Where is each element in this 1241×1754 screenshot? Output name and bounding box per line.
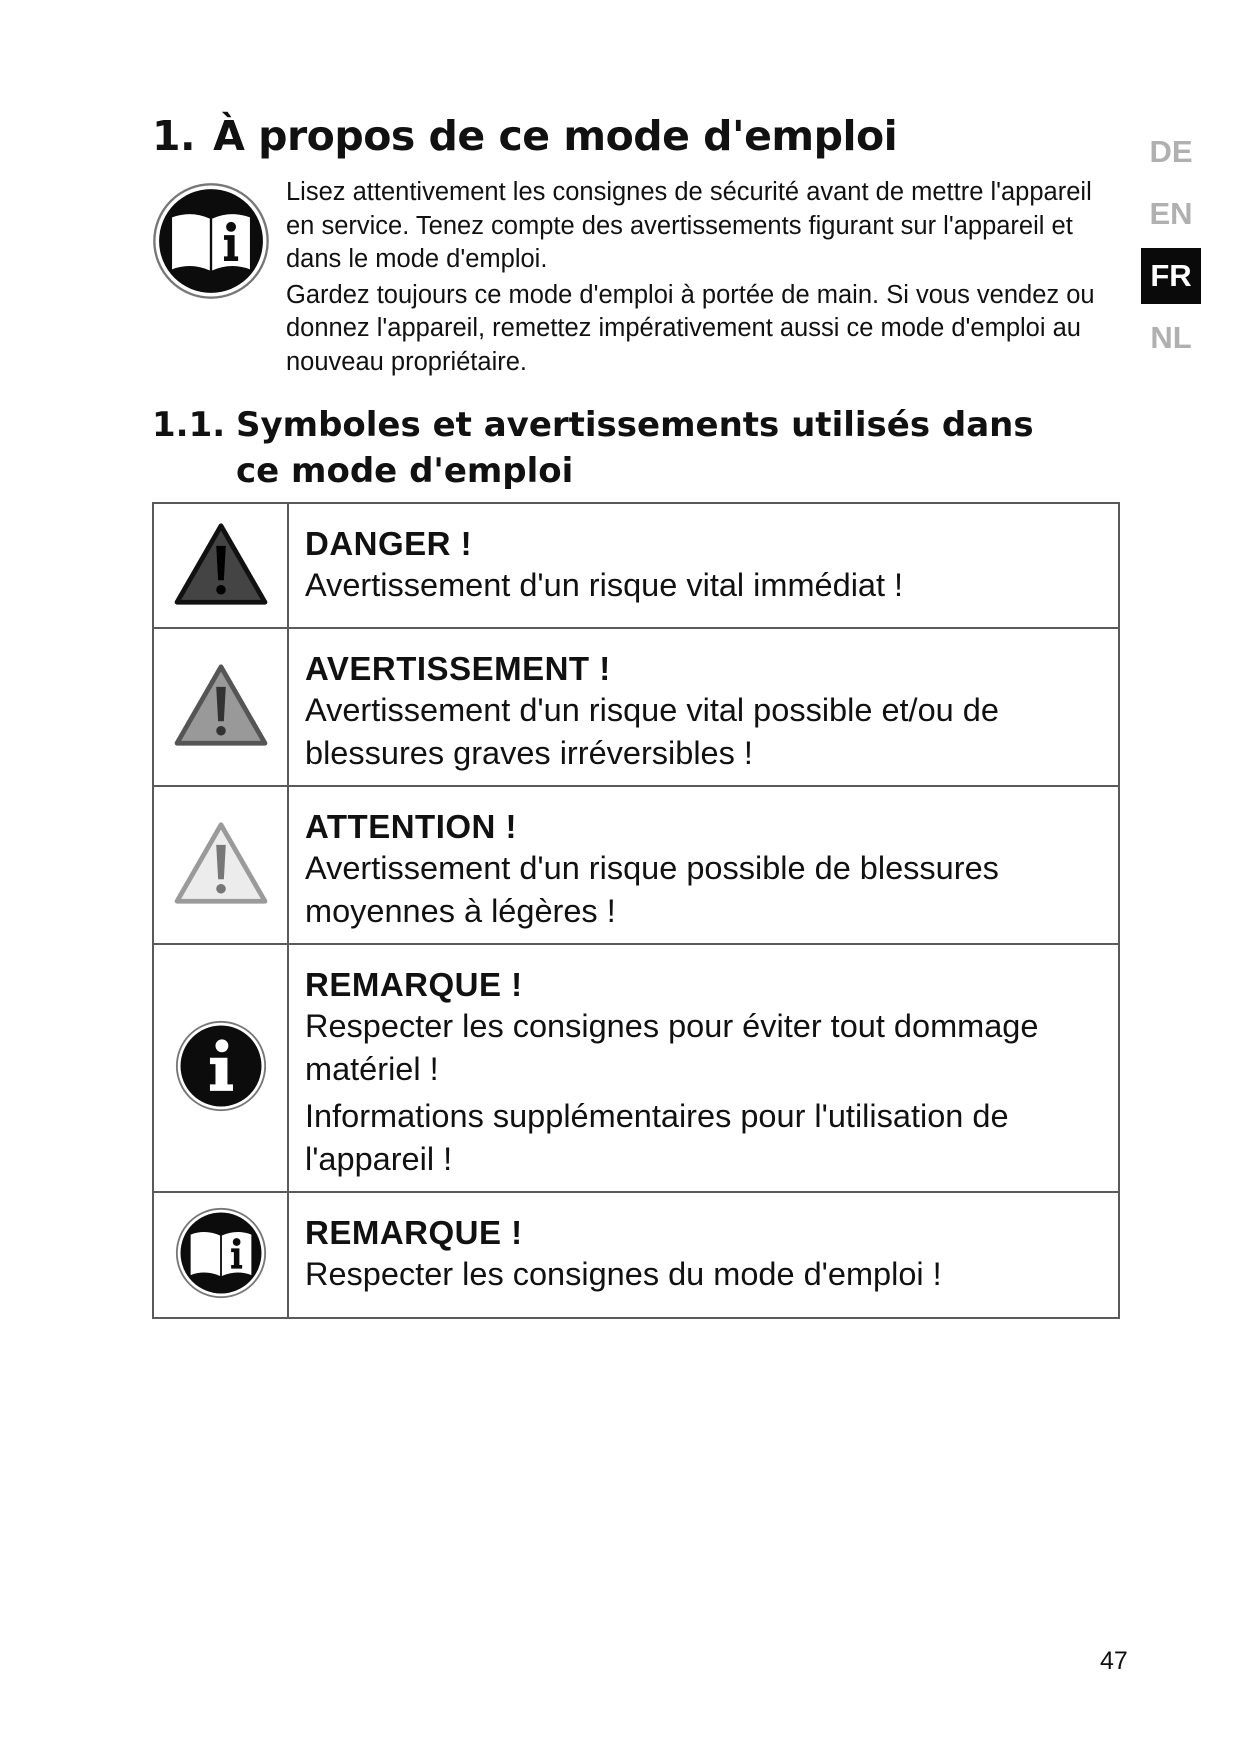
symbol-description: Avertissement d'un risque possible de blessures moyennes à légères ! [305,850,999,929]
symbol-title: AVERTISSEMENT ! [305,650,611,687]
symbol-title: REMARQUE ! [305,966,523,1003]
table-row [153,503,1119,628]
intro-paragraph: Gardez toujours ce mode d'emploi à portée de main. Si vous vendez ou donnez l'appareil, remettez impérativement aussi ce mode d'emploi au nouveau propriétaire. [286,280,1095,376]
language-tab-en[interactable]: EN [1149,196,1193,231]
symbol-text-cell [288,786,1119,944]
symbol-cell [153,1192,288,1318]
subsection-title [152,402,1052,494]
subsection-text: Symboles et avertissements utilisés dans ce mode d'emploi [236,405,1034,491]
table-row [153,1192,1119,1318]
manual-info-icon [152,182,270,300]
subsection-number: 1.1. [152,405,226,445]
symbol-text-cell [288,944,1119,1192]
manual-info-icon [175,1284,267,1303]
info-icon [175,1097,267,1116]
symbol-text-cell [288,1192,1119,1318]
intro-paragraph: Lisez attentivement les consignes de sécurité avant de mettre l'appareil en service. Tenez compte des avertissements figurant sur l'appareil et dans le mode d'emploi. [286,178,1092,273]
language-tab-nl[interactable]: NL [1150,320,1192,355]
section-number: 1. [152,112,196,160]
symbol-cell [153,944,288,1192]
danger-warning-icon [173,592,269,611]
symbol-cell [153,503,288,628]
language-tabs [1141,124,1201,372]
language-tab-de[interactable]: DE [1149,134,1193,169]
symbols-table [152,502,1120,1319]
language-tab-fr[interactable]: FR [1141,248,1201,304]
symbol-title: DANGER ! [305,525,473,562]
table-row [153,944,1119,1192]
symbol-description: Informations supplémentaires pour l'utilisation de l'appareil ! [305,1098,1009,1177]
section-title: À propos de ce mode d'emploi [213,112,898,160]
symbol-text-cell [288,628,1119,786]
warning-triangle-icon [173,733,269,752]
page-title [152,112,897,160]
symbol-cell [153,628,288,786]
symbol-description: Respecter les consignes du mode d'emploi ! [305,1256,942,1292]
symbol-title: REMARQUE ! [305,1214,523,1251]
table-row [153,628,1119,786]
symbol-title: ATTENTION ! [305,808,518,845]
intro-text [286,176,1126,381]
page-number: 47 [1100,1647,1128,1675]
symbol-cell [153,786,288,944]
symbol-description: Respecter les consignes pour éviter tout dommage matériel ! [305,1008,1039,1087]
symbol-description: Avertissement d'un risque vital immédiat ! [305,567,904,603]
symbol-description: Avertissement d'un risque vital possible et/ou de blessures graves irréversibles ! [305,692,999,771]
attention-triangle-icon [173,891,269,910]
symbol-text-cell [288,503,1119,628]
table-row [153,786,1119,944]
